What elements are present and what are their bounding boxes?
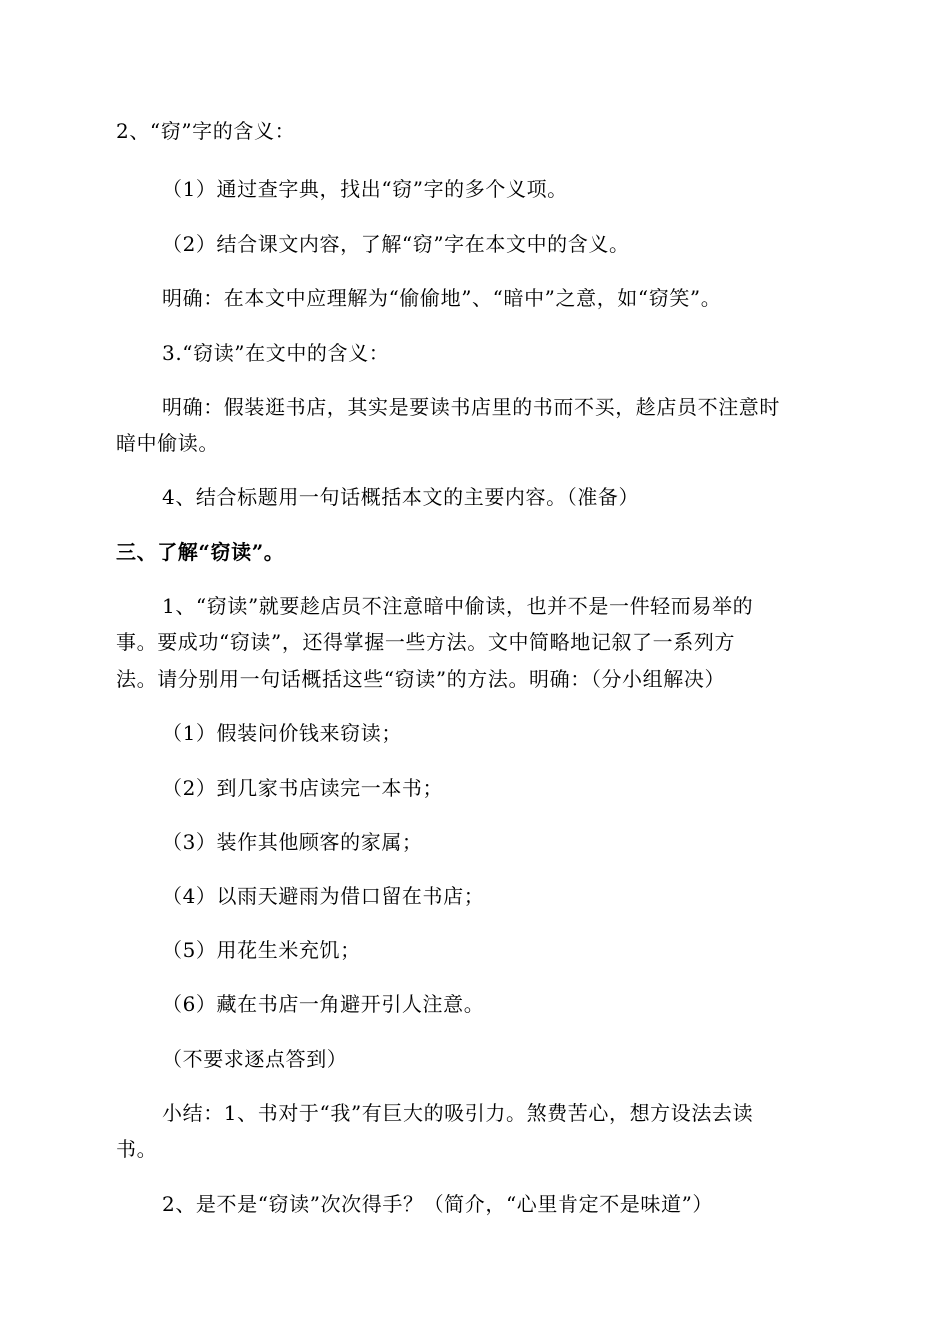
list-item: （1）假装问价钱来窃读；: [162, 721, 402, 745]
paragraph-line: 法。请分别用一句话概括这些“窃读”的方法。明确：（分小组解决）: [116, 667, 726, 691]
paragraph-line: （不要求逐点答到）: [162, 1047, 348, 1071]
list-item: （5）用花生米充饥；: [162, 938, 361, 962]
paragraph-line: 3.“窃读”在文中的含义：: [162, 341, 390, 365]
list-item: （4）以雨天避雨为借口留在书店；: [162, 884, 485, 908]
paragraph-line: 暗中偷读。: [116, 431, 219, 455]
paragraph-line: 4、结合标题用一句话概括本文的主要内容。（准备）: [162, 485, 640, 509]
paragraph-line: 明确：假装逛书店，其实是要读书店里的书而不买，趁店员不注意时: [162, 395, 780, 419]
paragraph-line: 明确：在本文中应理解为“偷偷地”、“暗中”之意，如“窃笑”。: [162, 286, 722, 310]
section-heading-3: 三、了解“窃读”。: [116, 540, 285, 564]
paragraph-line: 1、“窃读”就要趁店员不注意暗中偷读，也并不是一件轻而易举的: [162, 594, 754, 618]
paragraph-line: 事。要成功“窃读”，还得掌握一些方法。文中简略地记叙了一系列方: [116, 630, 736, 654]
list-item: （2）到几家书店读完一本书；: [162, 776, 444, 800]
list-item: （3）装作其他顾客的家属；: [162, 830, 423, 854]
paragraph-line: （1）通过查字典，找出“窃”字的多个义项。: [162, 177, 568, 201]
paragraph-line: 小结：1、书对于“我”有巨大的吸引力。煞费苦心，想方设法去读: [162, 1101, 754, 1125]
paragraph-line: （2）结合课文内容，了解“窃”字在本文中的含义。: [162, 232, 630, 256]
section-heading-2: 2、“窃”字的含义：: [116, 119, 296, 143]
paragraph-line: 2、是不是“窃读”次次得手？（简介，“心里肯定不是味道”）: [162, 1192, 714, 1216]
paragraph-line: 书。: [116, 1137, 158, 1161]
list-item: （6）藏在书店一角避开引人注意。: [162, 992, 485, 1016]
